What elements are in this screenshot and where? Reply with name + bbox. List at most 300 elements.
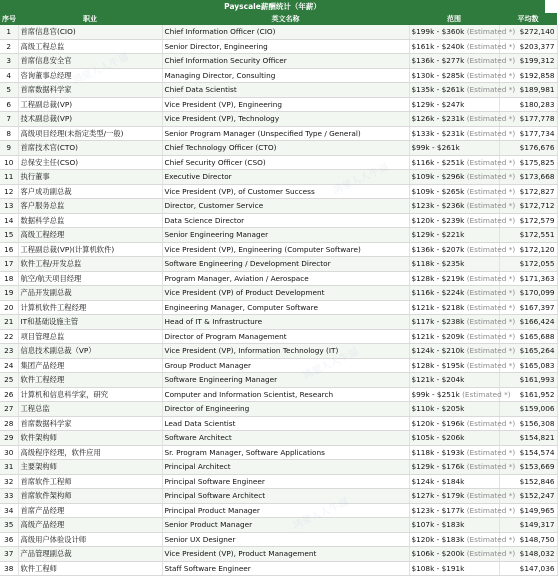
estimated-note: (Estimated *) (466, 41, 516, 51)
estimated-note: (Estimated *) (466, 346, 516, 355)
cell-avg: $172,120 (499, 242, 557, 257)
range-value: $129k - $247k (411, 99, 465, 109)
cell-avg: $148,032 (499, 547, 557, 562)
cell-title-en: Senior UX Designer (162, 532, 409, 547)
table-row (0, 547, 557, 562)
cell-no: 14 (0, 213, 18, 228)
cell-avg: $161,952 (499, 387, 557, 402)
cell-title-en: Principal Architect (162, 460, 409, 475)
cell-no: 38 (0, 561, 18, 576)
cell-range (409, 344, 516, 359)
cell-title-zh: 工程副总裁(VP)(计算机软件) (18, 242, 162, 257)
cell-no: 7 (0, 112, 18, 127)
estimated-note: (Estimated *) (466, 56, 516, 65)
table-row (0, 416, 557, 431)
cell-title-zh: 产品开发副总裁 (18, 286, 162, 301)
table-row (0, 431, 557, 446)
table-row (0, 358, 557, 373)
range-value: $109k - $296k (411, 172, 465, 181)
table-row (0, 68, 557, 83)
cell-avg: $177,734 (499, 126, 557, 141)
cell-title-en: Engineering Manager, Computer Software (162, 300, 409, 315)
cell-title-zh: 主要架构师 (18, 460, 162, 475)
table-row (0, 561, 557, 576)
cell-title-zh: 计算机软件工程经理 (18, 300, 162, 315)
cell-no: 1 (0, 25, 18, 39)
cell-range (409, 561, 499, 576)
cell-avg: $173,668 (499, 170, 557, 185)
cell-no: 16 (0, 242, 18, 257)
cell-title-en: Group Product Manager (162, 358, 409, 373)
table-row (0, 141, 557, 156)
range-value: $99k - $251k (411, 389, 460, 399)
cell-title-zh: 首席产品经理 (18, 503, 162, 518)
table-row (0, 170, 557, 185)
cell-title-en: Staff Software Engineer (162, 561, 409, 576)
cell-title-zh: 高级项目经理(未指定类型/一般) (18, 126, 162, 141)
estimated-note: (Estimated *) (466, 447, 516, 457)
cell-title-en: Program Manager, Aviation / Aerospace (162, 271, 409, 286)
cell-range (409, 68, 516, 83)
cell-title-zh: 信息技术副总裁（VP） (18, 344, 162, 359)
cell-avg: $153,669 (499, 460, 557, 475)
cell-avg: $166,424 (499, 315, 557, 330)
cell-no: 8 (0, 126, 18, 141)
cell-title-zh: 工程总监 (18, 402, 162, 417)
cell-title-zh: 首席信息官(CIO) (18, 25, 162, 39)
cell-title-en: Principal Software Engineer (162, 474, 409, 489)
range-value: $128k - $219k (411, 273, 465, 283)
cell-no: 24 (0, 358, 18, 373)
cell-no: 21 (0, 315, 18, 330)
estimated-note: (Estimated *) (466, 70, 516, 80)
cell-title-zh: 软件工程经理 (18, 373, 162, 388)
cell-title-zh: 高级工程总监 (18, 39, 162, 54)
cell-no: 20 (0, 300, 18, 315)
cell-no: 4 (0, 68, 18, 83)
cell-avg: $192,858 (499, 68, 557, 83)
range-value: $106k - $200k (411, 549, 465, 558)
estimated-note: (Estimated *) (466, 491, 516, 500)
estimated-note: (Estimated *) (466, 128, 516, 138)
cell-range (409, 387, 511, 402)
cell-no: 3 (0, 54, 18, 69)
cell-title-zh: 计算机和信息科学家，研究 (18, 387, 162, 402)
cell-title-en: Managing Director, Consulting (162, 68, 409, 83)
cell-avg: $172,579 (499, 213, 557, 228)
range-value: $129k - $221k (411, 230, 465, 239)
cell-no: 31 (0, 460, 18, 475)
cell-avg: $180,283 (499, 97, 557, 112)
cell-no: 2 (0, 39, 18, 54)
table-row (0, 373, 557, 388)
range-value: $105k - $206k (411, 433, 465, 442)
table-row (0, 83, 557, 98)
range-value: $129k - $176k (411, 462, 465, 471)
range-value: $107k - $183k (411, 520, 465, 529)
cell-avg: $176,676 (499, 141, 557, 156)
estimated-note: (Estimated *) (466, 360, 516, 370)
cell-title-en: Chief Technology Officer (CTO) (162, 141, 409, 156)
cell-no: 23 (0, 344, 18, 359)
cell-no: 30 (0, 445, 18, 460)
range-value: $121k - $204k (411, 375, 465, 384)
cell-title-zh: 技术副总裁(VP) (18, 112, 162, 127)
cell-avg: $170,099 (499, 286, 557, 301)
range-value: $161k - $240k (411, 41, 465, 51)
cell-no: 29 (0, 431, 18, 446)
cell-no: 28 (0, 416, 18, 431)
cell-title-en: Data Science Director (162, 213, 409, 228)
cell-range (409, 228, 499, 243)
estimated-note: (Estimated *) (466, 186, 516, 196)
range-value: $118k - $193k (411, 447, 465, 457)
table-row (0, 344, 557, 359)
cell-title-en: Chief Security Officer (CSO) (162, 155, 409, 170)
cell-title-en: Software Architect (162, 431, 409, 446)
header-row (0, 13, 557, 25)
cell-title-en: Vice President (VP), Engineering (Computer Software) (162, 242, 409, 257)
cell-avg: $172,055 (499, 257, 557, 272)
cell-range (409, 315, 516, 330)
table-body (0, 25, 557, 576)
cell-title-zh: IT和基础设施主管 (18, 315, 162, 330)
estimated-note: (Estimated *) (462, 389, 511, 399)
cell-title-en: Executive Director (162, 170, 409, 185)
table-row (0, 387, 557, 402)
range-value: $121k - $218k (411, 302, 465, 312)
table-row (0, 402, 557, 417)
cell-range (409, 213, 516, 228)
cell-range (409, 54, 516, 69)
cell-avg: $199,312 (499, 54, 557, 69)
table-row (0, 474, 557, 489)
cell-title-en: Senior Program Manager (Unspecified Type / General) (162, 126, 409, 141)
cell-avg: $272,140 (499, 25, 557, 39)
table-row (0, 184, 557, 199)
cell-range (409, 373, 499, 388)
cell-range (409, 184, 516, 199)
cell-title-en: Sr. Program Manager, Software Applications (162, 445, 409, 460)
cell-title-en: Lead Data Scientist (162, 416, 409, 431)
cell-title-en: Director, Customer Service (162, 199, 409, 214)
table-row (0, 54, 557, 69)
cell-no: 9 (0, 141, 18, 156)
cell-title-en: Principal Product Manager (162, 503, 409, 518)
cell-range (409, 112, 516, 127)
cell-no: 6 (0, 97, 18, 112)
cell-title-zh: 航空/航天项目经理 (18, 271, 162, 286)
estimated-note: (Estimated *) (466, 85, 516, 94)
cell-no: 22 (0, 329, 18, 344)
table-row (0, 126, 557, 141)
cell-no: 12 (0, 184, 18, 199)
cell-range (409, 97, 499, 112)
range-value: $127k - $179k (411, 491, 465, 500)
table-row (0, 228, 557, 243)
cell-range (409, 329, 516, 344)
cell-range (409, 489, 516, 504)
estimated-note: (Estimated *) (466, 288, 516, 297)
table-row (0, 155, 557, 170)
cell-title-en: Director of Engineering (162, 402, 409, 417)
table-row (0, 257, 557, 272)
cell-range (409, 126, 516, 141)
cell-no: 15 (0, 228, 18, 243)
cell-range (409, 83, 516, 98)
range-value: $199k - $360k (411, 27, 465, 36)
header-title-zh: 职业 (18, 13, 162, 25)
cell-title-en: Vice President (VP), Information Technology (IT) (162, 344, 409, 359)
table-row (0, 445, 557, 460)
range-value: $121k - $209k (411, 331, 465, 341)
cell-avg: $152,247 (499, 489, 557, 504)
table-row (0, 460, 557, 475)
header-title-en: 英文名称 (162, 13, 409, 25)
estimated-note: (Estimated *) (466, 505, 516, 515)
table-row (0, 315, 557, 330)
cell-title-en: Computer and Information Scientist, Research (162, 387, 409, 402)
cell-range (409, 474, 499, 489)
table-row (0, 39, 557, 54)
estimated-note: (Estimated *) (466, 244, 516, 254)
cell-title-en: Head of IT & Infrastructure (162, 315, 409, 330)
range-value: $118k - $235k (411, 259, 465, 268)
cell-title-en: Principal Software Architect (162, 489, 409, 504)
cell-avg: $189,981 (499, 83, 557, 98)
cell-range (409, 416, 516, 431)
cell-range (409, 155, 516, 170)
table-row (0, 213, 557, 228)
cell-avg: $172,551 (499, 228, 557, 243)
cell-avg: $149,965 (499, 503, 557, 518)
cell-avg: $148,750 (499, 532, 557, 547)
estimated-note: (Estimated *) (466, 418, 516, 428)
header-avg: 平均数 (499, 13, 557, 25)
cell-no: 35 (0, 518, 18, 533)
table-row (0, 271, 557, 286)
estimated-note: (Estimated *) (466, 534, 516, 544)
salary-table (0, 13, 558, 576)
cell-avg: $165,264 (499, 344, 557, 359)
table-row (0, 112, 557, 127)
cell-title-en: Chief Information Officer (CIO) (162, 25, 409, 39)
cell-range (409, 25, 516, 39)
cell-title-zh: 集团产品经理 (18, 358, 162, 373)
cell-title-zh: 执行董事 (18, 170, 162, 185)
cell-no: 10 (0, 155, 18, 170)
header-no: 序号 (2, 15, 16, 23)
estimated-note: (Estimated *) (466, 549, 516, 558)
cell-avg: $203,377 (499, 39, 557, 54)
table-row (0, 25, 557, 39)
cell-title-en: Director of Program Management (162, 329, 409, 344)
range-value: $136k - $207k (411, 244, 465, 254)
range-value: $116k - $224k (411, 288, 465, 297)
cell-title-zh: 首席数据科学家 (18, 416, 162, 431)
table-row (0, 518, 557, 533)
cell-avg: $165,688 (499, 329, 557, 344)
cell-no: 26 (0, 387, 18, 402)
cell-title-en: Vice President (VP), Technology (162, 112, 409, 127)
estimated-note: (Estimated *) (466, 27, 516, 36)
cell-title-zh: 首席技术官(CTO) (18, 141, 162, 156)
cell-range (409, 518, 499, 533)
range-value: $135k - $261k (411, 85, 465, 94)
estimated-note: (Estimated *) (466, 157, 516, 167)
cell-avg: $154,574 (499, 445, 557, 460)
cell-avg: $156,308 (499, 416, 557, 431)
table-row (0, 97, 557, 112)
cell-title-zh: 项目管理总监 (18, 329, 162, 344)
estimated-note: (Estimated *) (466, 331, 516, 341)
range-value: $123k - $177k (411, 505, 465, 515)
cell-no: 13 (0, 199, 18, 214)
header-range: 范围 (409, 13, 499, 25)
range-value: $120k - $196k (411, 418, 465, 428)
range-value: $133k - $231k (411, 128, 465, 138)
table-row (0, 329, 557, 344)
cell-range (409, 199, 516, 214)
cell-avg: $159,006 (499, 402, 557, 417)
cell-title-zh: 工程副总裁(VP) (18, 97, 162, 112)
range-value: $124k - $210k (411, 346, 465, 355)
cell-range (409, 503, 516, 518)
cell-no: 32 (0, 474, 18, 489)
cell-range (409, 445, 516, 460)
cell-title-zh: 首席软件工程师 (18, 474, 162, 489)
table-row (0, 286, 557, 301)
range-value: $110k - $205k (411, 404, 465, 413)
sheet-title: Payscale薪酬统计（年薪） (0, 0, 545, 13)
cell-title-en: Software Engineering / Development Director (162, 257, 409, 272)
cell-title-zh: 咨询董事总经理 (18, 68, 162, 83)
cell-title-en: Senior Product Manager (162, 518, 409, 533)
table-row (0, 300, 557, 315)
estimated-note: (Estimated *) (466, 317, 516, 326)
cell-range (409, 402, 499, 417)
range-value: $126k - $231k (411, 114, 465, 123)
cell-title-zh: 高级工程经理 (18, 228, 162, 243)
cell-range (409, 286, 516, 301)
cell-title-zh: 总保安主任(CSO) (18, 155, 162, 170)
cell-title-en: Chief Information Security Officer (162, 54, 409, 69)
cell-title-zh: 产品管理副总裁 (18, 547, 162, 562)
cell-title-en: Vice President (VP), Engineering (162, 97, 409, 112)
cell-no: 33 (0, 489, 18, 504)
cell-title-zh: 高级程序经理，软件应用 (18, 445, 162, 460)
cell-avg: $171,363 (499, 271, 557, 286)
cell-range (409, 39, 516, 54)
range-value: $108k - $191k (411, 563, 465, 573)
cell-avg: $154,821 (499, 431, 557, 446)
table-row (0, 199, 557, 214)
range-value: $128k - $195k (411, 360, 465, 370)
cell-title-en: Senior Director, Engineering (162, 39, 409, 54)
range-value: $109k - $265k (411, 186, 465, 196)
cell-range (409, 532, 516, 547)
table-row (0, 532, 557, 547)
cell-avg: $161,993 (499, 373, 557, 388)
cell-title-zh: 客户成功副总裁 (18, 184, 162, 199)
estimated-note: (Estimated *) (466, 273, 516, 283)
range-value: $123k - $236k (411, 201, 465, 210)
cell-title-zh: 数据科学总监 (18, 213, 162, 228)
cell-range (409, 271, 516, 286)
range-value: $99k - $261k (411, 143, 460, 152)
cell-avg: $175,825 (499, 155, 557, 170)
cell-no: 27 (0, 402, 18, 417)
cell-avg: $149,317 (499, 518, 557, 533)
range-value: $136k - $277k (411, 56, 465, 65)
cell-avg: $167,397 (499, 300, 557, 315)
cell-title-en: Vice President (VP) of Product Development (162, 286, 409, 301)
cell-no: 36 (0, 532, 18, 547)
cell-no: 11 (0, 170, 18, 185)
cell-title-zh: 首席信息安全官 (18, 54, 162, 69)
range-value: $124k - $184k (411, 476, 465, 486)
cell-avg: $147,036 (499, 561, 557, 576)
cell-title-zh: 软件架构师 (18, 431, 162, 446)
cell-title-zh: 客户服务总监 (18, 199, 162, 214)
range-value: $130k - $285k (411, 70, 465, 80)
cell-no: 17 (0, 257, 18, 272)
cell-avg: $172,712 (499, 199, 557, 214)
cell-title-zh: 首席软件架构师 (18, 489, 162, 504)
table-row (0, 503, 557, 518)
range-value: $116k - $251k (411, 157, 465, 167)
cell-avg: $177,778 (499, 112, 557, 127)
estimated-note: (Estimated *) (466, 215, 516, 225)
cell-title-zh: 软件工程/开发总监 (18, 257, 162, 272)
cell-title-zh: 高级用户体验设计师 (18, 532, 162, 547)
cell-no: 34 (0, 503, 18, 518)
cell-range (409, 141, 499, 156)
estimated-note: (Estimated *) (466, 201, 516, 210)
cell-title-zh: 首席数据科学家 (18, 83, 162, 98)
cell-title-zh: 软件工程师 (18, 561, 162, 576)
cell-avg: $152,846 (499, 474, 557, 489)
table-row (0, 242, 557, 257)
estimated-note: (Estimated *) (466, 172, 516, 181)
cell-range (409, 170, 516, 185)
cell-range (409, 257, 499, 272)
cell-no: 18 (0, 271, 18, 286)
estimated-note: (Estimated *) (466, 302, 516, 312)
cell-range (409, 300, 516, 315)
table-row (0, 489, 557, 504)
estimated-note: (Estimated *) (466, 114, 516, 123)
cell-no: 5 (0, 83, 18, 98)
cell-range (409, 547, 516, 562)
cell-title-zh: 高级产品经理 (18, 518, 162, 533)
cell-avg: $165,083 (499, 358, 557, 373)
cell-range (409, 431, 499, 446)
range-value: $120k - $239k (411, 215, 465, 225)
cell-range (409, 358, 516, 373)
range-value: $120k - $183k (411, 534, 465, 544)
cell-avg: $172,827 (499, 184, 557, 199)
cell-no: 37 (0, 547, 18, 562)
cell-range (409, 460, 516, 475)
cell-title-en: Vice President (VP), Product Management (162, 547, 409, 562)
cell-no: 25 (0, 373, 18, 388)
cell-title-en: Senior Engineering Manager (162, 228, 409, 243)
cell-no: 19 (0, 286, 18, 301)
cell-title-en: Software Engineering Manager (162, 373, 409, 388)
cell-range (409, 242, 516, 257)
cell-title-en: Chief Data Scientist (162, 83, 409, 98)
